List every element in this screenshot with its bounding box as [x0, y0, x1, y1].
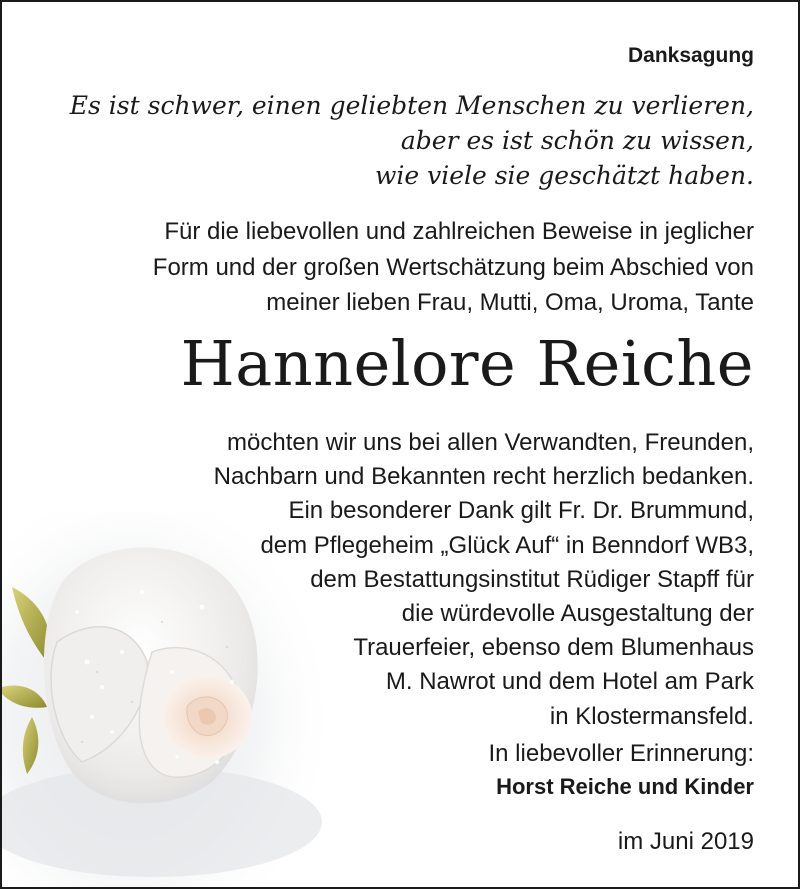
intro-line: meiner lieben Frau, Mutti, Oma, Uroma, Tante [266, 289, 754, 316]
thanks-line: die würdevolle Ausgestaltung der [401, 600, 754, 628]
poem-quote [70, 88, 754, 193]
thanks-line: dem Pflegeheim „Glück Auf“ in Benndorf WB3, [260, 531, 754, 559]
thanks-line: Trauerfeier, ebenso dem Blumenhaus [353, 634, 754, 662]
thanks-line: Nachbarn und Bekannten recht herzlich bedanken. [213, 463, 754, 491]
deceased-name: Hannelore Reiche [180, 327, 754, 400]
notice-date: im Juni 2019 [617, 828, 754, 855]
thanks-line: Ein besonderer Dank gilt Fr. Dr. Brummund, [288, 497, 754, 525]
thanks-line: M. Nawrot und dem Hotel am Park [385, 668, 754, 696]
intro-line: Für die liebevollen und zahlreichen Beweise in jeglicher [164, 218, 754, 245]
signer-name: Horst Reiche und Kinder [496, 774, 754, 799]
notice-heading: Danksagung [627, 44, 754, 67]
poem-line: Es ist schwer, einen geliebten Menschen zu verlieren, [69, 91, 754, 120]
poem-line: aber es ist schön zu wissen, [400, 126, 754, 155]
poem-line: wie viele sie geschätzt haben. [374, 161, 754, 190]
intro-line: Form und der großen Wertschätzung beim Abschied von [152, 253, 754, 281]
thanks-line: dem Bestattungsinstitut Rüdiger Stapff für [310, 565, 754, 593]
thanks-line: möchten wir uns bei allen Verwandten, Freunden, [227, 429, 754, 456]
memory-line: In liebevoller Erinnerung: [488, 740, 754, 767]
thanks-paragraph [214, 426, 754, 734]
intro-paragraph [153, 214, 754, 321]
thanks-line: in Klostermansfeld. [549, 702, 754, 730]
